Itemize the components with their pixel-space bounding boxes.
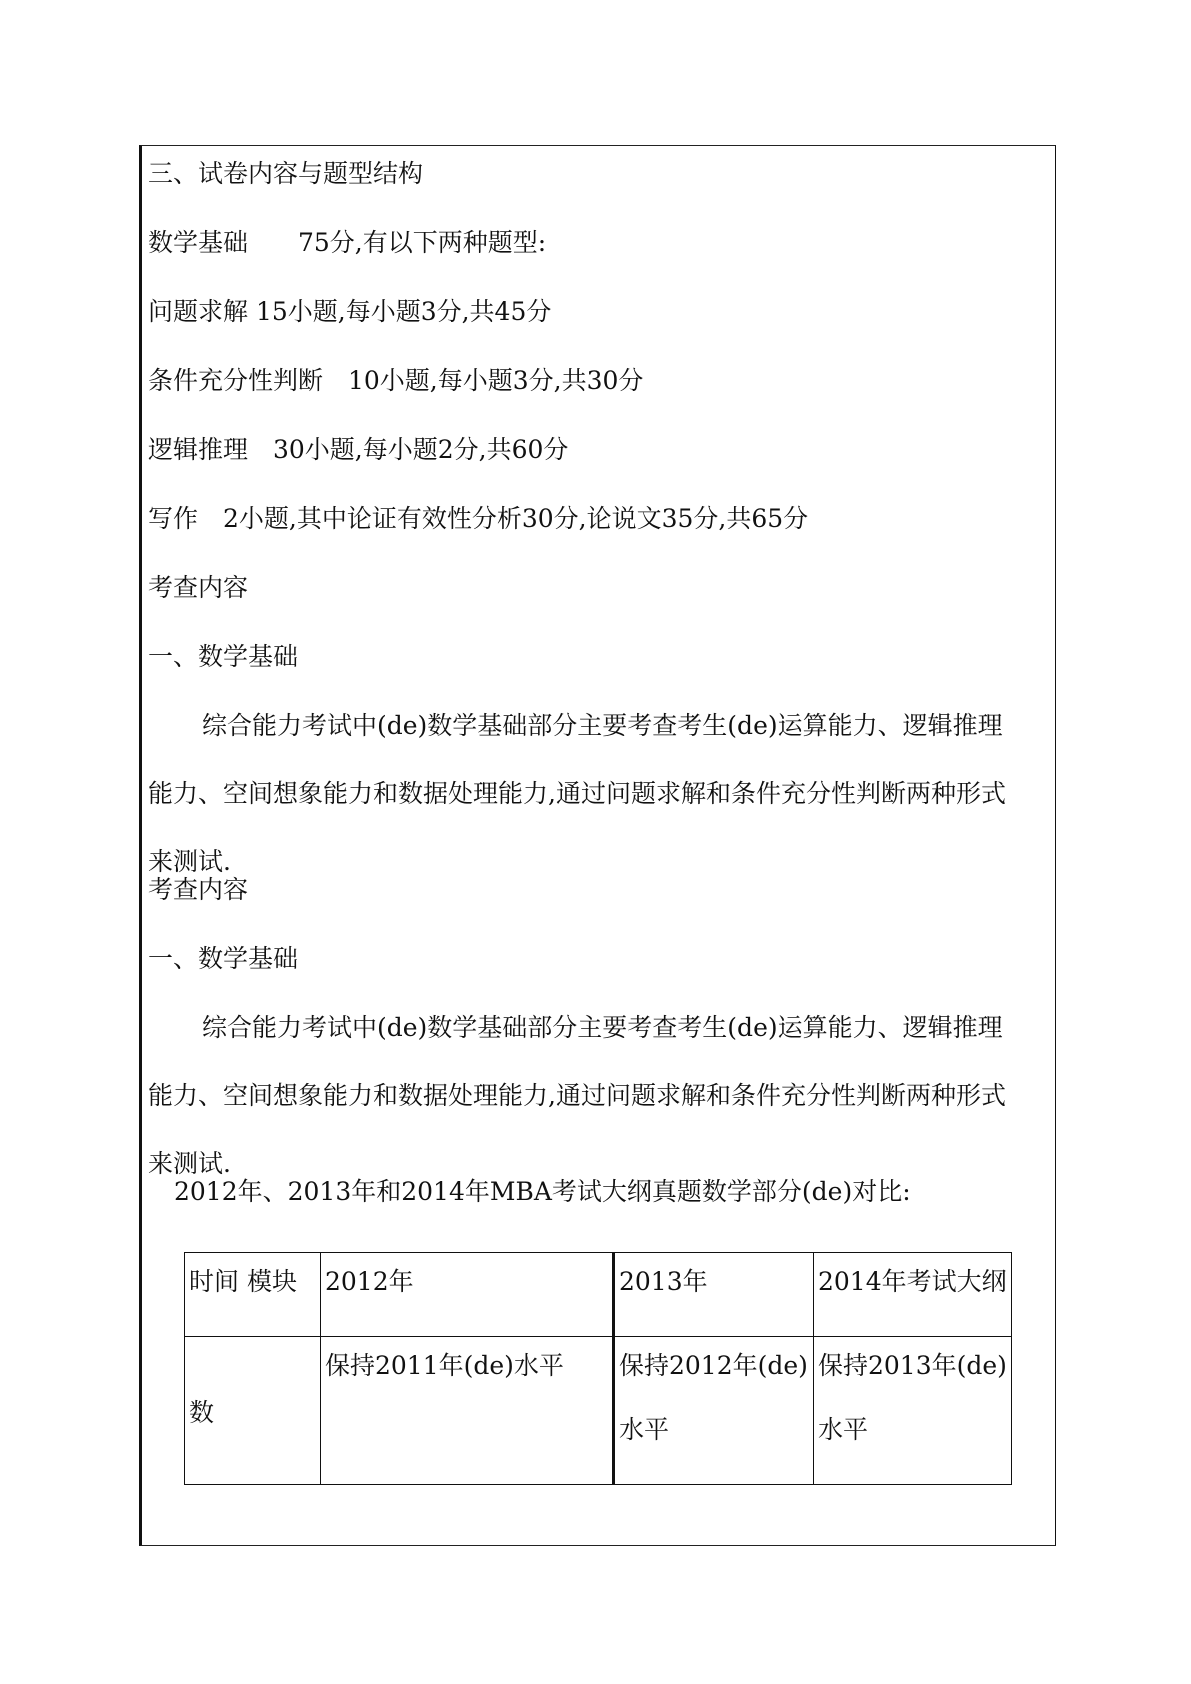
paragraph-line: 综合能力考试中(de)数学基础部分主要考查考生(de)运算能力、逻辑推理 [202, 711, 1003, 740]
math-base-line: 数学基础 75分,有以下两种题型: [148, 228, 547, 257]
comparison-intro: 2012年、2013年和2014年MBA考试大纲真题数学部分(de)对比: [174, 1177, 911, 1206]
table-header-row [185, 1253, 1012, 1337]
cell-line: 水平 [619, 1415, 670, 1444]
exam-content-heading: 考查内容 [148, 573, 249, 602]
paragraph-line: 来测试. [148, 1149, 231, 1178]
logic-line: 逻辑推理 30小题,每小题2分,共60分 [148, 435, 569, 464]
writing-line: 写作 2小题,其中论证有效性分析30分,论说文35分,共65分 [148, 504, 809, 533]
paragraph-line: 能力、空间想象能力和数据处理能力,通过问题求解和条件充分性判断两种形式 [148, 779, 1006, 808]
header-cell: 时间 模块 [185, 1253, 321, 1337]
paragraph-line: 来测试. [148, 847, 231, 876]
table-cell: 保持2011年(de)水平 [321, 1337, 614, 1485]
math-description-paragraph [148, 709, 1048, 879]
table-cell [614, 1337, 814, 1485]
sufficiency-line: 条件充分性判断 10小题,每小题3分,共30分 [148, 366, 644, 395]
module-cell: 数 [185, 1337, 321, 1485]
math-section-heading: 一、数学基础 [148, 642, 299, 671]
cell-line: 水平 [818, 1415, 869, 1444]
exam-content-heading: 考查内容 [148, 875, 249, 904]
cell-line: 保持2013年(de) [818, 1351, 1007, 1380]
header-cell: 2013年 [614, 1253, 814, 1337]
problem-solving-line: 问题求解 15小题,每小题3分,共45分 [148, 297, 552, 326]
paragraph-line: 综合能力考试中(de)数学基础部分主要考查考生(de)运算能力、逻辑推理 [202, 1013, 1003, 1042]
math-section-heading: 一、数学基础 [148, 944, 299, 973]
paragraph-line: 能力、空间想象能力和数据处理能力,通过问题求解和条件充分性判断两种形式 [148, 1081, 1006, 1110]
header-cell: 2014年考试大纲 [814, 1253, 1012, 1337]
math-description-paragraph [148, 1011, 1048, 1181]
table-cell [814, 1337, 1012, 1485]
section-title: 三、试卷内容与题型结构 [148, 159, 424, 188]
table-row [185, 1337, 1012, 1485]
cell-line: 保持2012年(de) [619, 1351, 808, 1380]
comparison-table [184, 1252, 1012, 1485]
header-cell: 2012年 [321, 1253, 614, 1337]
